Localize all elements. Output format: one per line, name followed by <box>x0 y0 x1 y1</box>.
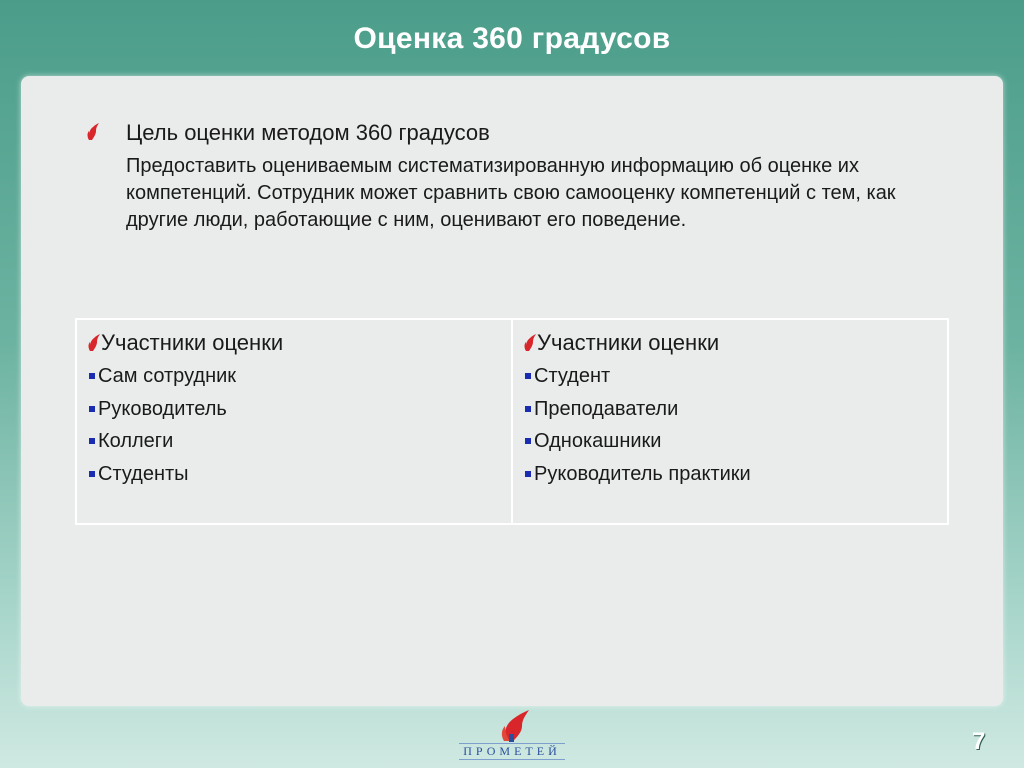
square-bullet-icon <box>525 406 531 412</box>
page-number: 7 <box>972 728 986 755</box>
participants-column-students <box>511 320 947 523</box>
list-item-label: Преподаватели <box>534 397 679 420</box>
logo-wordmark: ПРОМЕТЕЙ <box>459 743 565 760</box>
square-bullet-icon <box>525 373 531 379</box>
column-heading: Участники оценки <box>537 330 720 355</box>
list-item <box>89 398 236 431</box>
participants-list <box>89 365 236 495</box>
list-item <box>89 463 236 496</box>
list-item <box>525 398 751 431</box>
list-item <box>525 430 751 463</box>
list-item <box>525 463 751 496</box>
goal-description: Предоставить оцениваемым систематизированную информацию об оценке их компетенций. Сотрудник может сравнить свою самооценку компетенций с тем, как другие люди, работающие с ним, оценивают его поведение. <box>126 155 896 231</box>
square-bullet-icon <box>525 471 531 477</box>
square-bullet-icon <box>89 373 95 379</box>
list-item <box>89 365 236 398</box>
list-item-label: Руководитель <box>98 397 227 420</box>
list-item <box>525 365 751 398</box>
flame-bullet-icon <box>523 334 537 352</box>
list-item-label: Студент <box>534 365 611 387</box>
slide-title: Оценка 360 градусов <box>353 22 671 55</box>
list-item-label: Однокашники <box>534 430 662 452</box>
square-bullet-icon <box>89 406 95 412</box>
flame-bullet-icon <box>87 334 101 352</box>
square-bullet-icon <box>89 471 95 477</box>
list-item <box>89 430 236 463</box>
list-item-label: Студенты <box>98 462 189 485</box>
list-item-label: Сам сотрудник <box>98 365 237 387</box>
torch-flame-icon <box>459 708 565 742</box>
participants-list <box>525 365 751 495</box>
flame-bullet-icon <box>86 123 100 141</box>
column-heading: Участники оценки <box>101 330 284 355</box>
list-item-label: Коллеги <box>98 430 174 452</box>
list-item-label: Руководитель практики <box>534 462 751 485</box>
participants-table <box>75 318 949 525</box>
participants-column-employees <box>77 320 511 523</box>
square-bullet-icon <box>525 438 531 444</box>
goal-heading: Цель оценки методом 360 градусов <box>126 120 490 145</box>
prometheus-logo <box>459 708 565 764</box>
square-bullet-icon <box>89 438 95 444</box>
